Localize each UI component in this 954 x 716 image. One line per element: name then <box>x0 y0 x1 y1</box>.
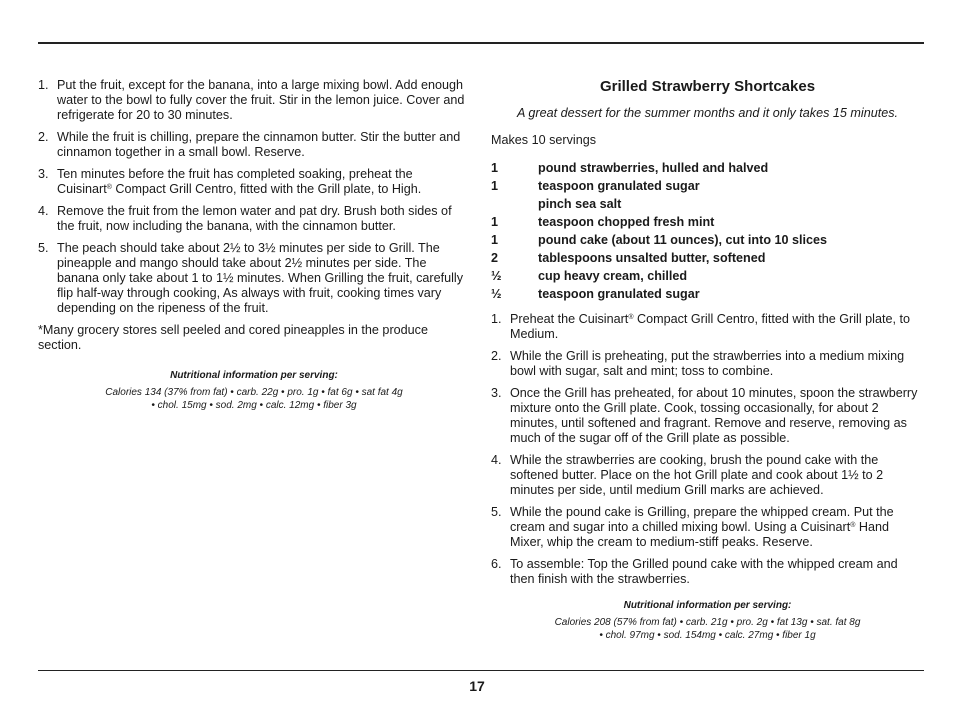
ingredient-quantity: 1 <box>491 233 499 247</box>
step-text: Compact Grill Centro, fitted with the Grill plate, to High. <box>111 182 422 196</box>
step-text: Ten minutes before the fruit has completed soaking, preheat the Cuisinart <box>57 167 413 196</box>
left-column <box>38 78 470 412</box>
list-item <box>491 386 924 446</box>
ingredient-row <box>491 231 827 249</box>
ingredient-item: teaspoon chopped fresh mint <box>538 215 715 229</box>
ingredient-quantity: 2 <box>491 251 499 265</box>
recipe-subtitle: A great dessert for the summer months and it only takes 15 minutes. <box>516 106 899 120</box>
ingredient-row <box>491 213 827 231</box>
ingredient-quantity: ½ <box>491 287 502 301</box>
recipe-yield: Makes 10 servings <box>491 133 596 147</box>
nutrition-line: • chol. 97mg • sod. 154mg • calc. 27mg • fiber 1g <box>599 630 816 641</box>
ingredient-quantity <box>491 195 538 213</box>
step-number: 4. <box>491 453 502 467</box>
ingredient-row <box>491 267 827 285</box>
ingredient-item: tablespoons unsalted butter, softened <box>538 251 766 265</box>
list-item <box>491 453 924 498</box>
step-number: 1. <box>491 312 502 326</box>
ingredient-item: teaspoon granulated sugar <box>538 179 700 193</box>
ingredient-item: cup heavy cream, chilled <box>538 269 688 283</box>
ingredient-row <box>491 249 827 267</box>
nutrition-line: • chol. 15mg • sod. 2mg • calc. 12mg • fiber 3g <box>151 400 357 411</box>
step-text: Preheat the Cuisinart <box>510 312 629 326</box>
ingredient-item: pound cake (about 11 ounces), cut into 10 slices <box>538 233 828 247</box>
step-text: While the fruit is chilling, prepare the cinnamon butter. Stir the butter and cinnamon together in a small bowl. Reserve. <box>57 130 461 159</box>
step-text: Once the Grill has preheated, for about 10 minutes, spoon the strawberry mixture onto the Grill plate. Cook, tossing occasionally, for about 2 minutes, until softened and fragrant. Remove and reserve, removing as much of the sugar off of the Grill plate as possible. <box>510 386 918 445</box>
step-text: While the pound cake is Grilling, prepare the whipped cream. Put the cream and sugar into a chilled mixing bowl. Using a Cuisinart <box>510 505 894 534</box>
step-number: 2. <box>491 349 502 363</box>
list-item <box>491 349 924 379</box>
registered-mark: ® <box>106 184 112 191</box>
list-item <box>38 241 470 316</box>
nutrition-heading: Nutritional information per serving: <box>170 370 338 381</box>
nutrition-line: Calories 208 (57% from fat) • carb. 21g • pro. 2g • fat 13g • sat. fat 8g <box>554 617 861 628</box>
registered-mark: ® <box>628 314 634 321</box>
top-rule <box>38 42 924 44</box>
step-text: Compact Grill Centro, fitted with the Grill plate, to Medium. <box>510 312 910 341</box>
list-item <box>491 505 924 550</box>
fruit-instructions-list <box>38 78 470 316</box>
step-number: 3. <box>491 386 502 400</box>
ingredient-quantity: 1 <box>491 179 499 193</box>
ingredient-quantity: ½ <box>491 269 502 283</box>
step-text: Hand Mixer, whip the cream to medium-stiff peaks. Reserve. <box>510 520 889 549</box>
ingredient-item: pound strawberries, hulled and halved <box>538 161 769 175</box>
step-text: Put the fruit, except for the banana, into a large mixing bowl. Add enough water to the bowl to fully cover the fruit. Stir in the lemon juice. Cover and refrigerate for 20 to 30 minutes. <box>57 78 465 122</box>
right-column <box>491 78 924 642</box>
ingredient-row <box>491 285 827 303</box>
ingredient-row <box>491 177 827 195</box>
ingredient-row <box>491 159 827 177</box>
shortcake-instructions-list <box>491 312 924 587</box>
pineapple-note: *Many grocery stores sell peeled and cored pineapples in the produce section. <box>38 323 428 352</box>
list-item <box>491 312 924 342</box>
step-number: 3. <box>38 167 49 181</box>
ingredient-item: teaspoon granulated sugar <box>538 287 700 301</box>
list-item <box>38 78 470 123</box>
page-number: 17 <box>469 678 485 694</box>
step-number: 1. <box>38 78 49 92</box>
ingredient-row <box>491 195 827 213</box>
nutrition-info <box>491 599 924 642</box>
registered-mark: ® <box>850 522 856 529</box>
step-text: While the Grill is preheating, put the strawberries into a medium mixing bowl with sugar, salt and mint; toss to combine. <box>510 349 905 378</box>
ingredient-quantity: 1 <box>491 215 499 229</box>
list-item <box>38 130 470 160</box>
nutrition-info <box>38 369 470 412</box>
step-text: Remove the fruit from the lemon water and pat dry. Brush both sides of the fruit, now including the banana, with the cinnamon butter. <box>57 204 452 233</box>
nutrition-heading: Nutritional information per serving: <box>623 600 792 611</box>
step-text: The peach should take about 2½ to 3½ minutes per side to Grill. The pineapple and mango should take about 2½ minutes per side. The banana only take about 1 to 1½ minutes. When Grilling the fruit, carefully flip half-way through cooking, As always with fruit, cooking times vary depending on the ripeness of the fruit. <box>57 241 464 315</box>
list-item <box>38 204 470 234</box>
step-number: 2. <box>38 130 49 144</box>
step-number: 4. <box>38 204 49 218</box>
nutrition-line: Calories 134 (37% from fat) • carb. 22g • pro. 1g • fat 6g • sat fat 4g <box>105 387 403 398</box>
list-item <box>38 167 470 197</box>
ingredient-quantity: 1 <box>491 161 499 175</box>
ingredient-item: pinch sea salt <box>538 197 622 211</box>
step-number: 6. <box>491 557 502 571</box>
bottom-rule <box>38 670 924 671</box>
list-item <box>491 557 924 587</box>
step-number: 5. <box>38 241 49 255</box>
step-text: While the strawberries are cooking, brush the pound cake with the softened butter. Place on the hot Grill plate and cook about 1½ to 2 minutes per side, until medium Grill marks are achieved. <box>510 453 884 497</box>
step-text: To assemble: Top the Grilled pound cake with the whipped cream and then finish with the strawberries. <box>510 557 898 586</box>
step-number: 5. <box>491 505 502 519</box>
recipe-title: Grilled Strawberry Shortcakes <box>599 78 816 95</box>
ingredients-table <box>491 159 827 303</box>
